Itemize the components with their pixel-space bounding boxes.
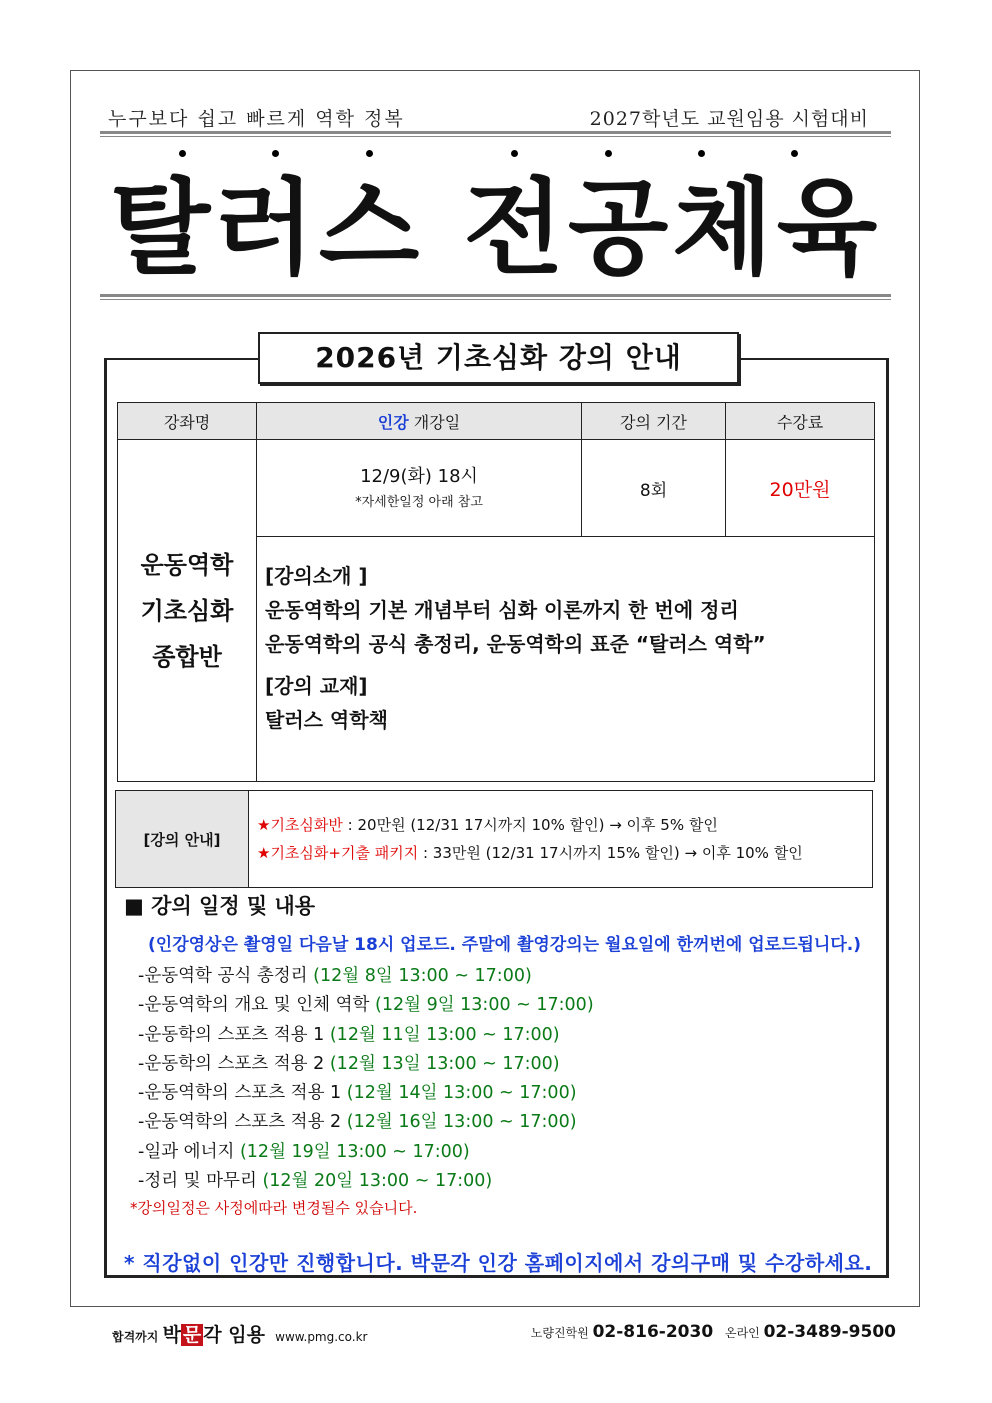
dot-icon	[272, 150, 279, 157]
course-name	[118, 440, 257, 782]
book-value: 탈러스 역학책	[265, 708, 388, 732]
dot-icon	[511, 150, 518, 157]
footer	[0, 1320, 992, 1350]
schedule-footnote: *강의일정은 사정에따라 변경될수 있습니다.	[130, 1199, 418, 1217]
header-rule-top	[100, 131, 891, 137]
item-title: -운동학의 스포츠 적용 1	[138, 1024, 330, 1045]
schedule-heading: ■ 강의 일정 및 내용	[124, 894, 316, 918]
item-title: -운동학의 스포츠 적용 2	[138, 1053, 330, 1074]
item-time: (12월 19일 13:00 ~ 17:00)	[239, 1141, 470, 1162]
intro-title: [강의소개 ]	[265, 564, 368, 588]
item-time: (12월 14일 13:00 ~ 17:00)	[346, 1083, 577, 1104]
list-item	[138, 962, 594, 991]
list-item	[138, 1138, 594, 1167]
box-title: 2026년 기초심화 강의 안내	[258, 332, 739, 384]
course-name-line: 종합반	[152, 642, 222, 671]
online-phone: 02-3489-9500	[763, 1322, 896, 1342]
item-time: (12월 13일 13:00 ~ 17:00)	[329, 1053, 560, 1074]
course-name-line: 기초심화	[140, 596, 234, 625]
course-table	[117, 402, 875, 782]
item-time: (12월 9일 13:00 ~ 17:00)	[375, 995, 594, 1016]
guide-highlight: ★기초심화반	[257, 816, 343, 834]
main-title: 탈러스 전공체육	[109, 167, 882, 289]
logo-text: 박	[162, 1324, 181, 1346]
header-line	[100, 102, 891, 132]
list-item	[138, 991, 594, 1020]
item-time: (12월 11일 13:00 ~ 17:00)	[329, 1024, 560, 1045]
header-course: 강좌명	[118, 403, 257, 440]
guide-line	[257, 811, 871, 839]
header-fee: 수강료	[726, 403, 875, 440]
upload-notice: (인강영상은 촬영일 다음날 18시 업로드. 주말에 촬영강의는 월요일에 한꺼번에 업로드됩니다.)	[148, 935, 861, 955]
guide-label: [강의 안내]	[116, 791, 249, 888]
course-name-line: 운동역학	[140, 550, 234, 579]
list-item	[138, 1050, 594, 1079]
dot-icon	[791, 150, 798, 157]
bottom-message: * 직강없이 인강만 진행합니다. 박문각 인강 홈페이지에서 강의구매 및 수강하세요.	[124, 1251, 873, 1275]
dot-icon	[366, 150, 373, 157]
branch-phone: 02-816-2030	[592, 1322, 714, 1342]
item-title: -정리 및 마무리	[138, 1171, 263, 1192]
logo-text: 문	[182, 1324, 202, 1346]
start-label: 개강일	[408, 412, 461, 432]
item-title: -운동역학 공식 총정리	[138, 966, 314, 986]
emphasis-dots	[0, 150, 992, 164]
list-item	[138, 1167, 594, 1196]
list-item	[138, 1021, 594, 1050]
dot-icon	[179, 150, 186, 157]
item-title: -운동역학의 개요 및 인체 역학	[138, 995, 375, 1016]
start-cell	[257, 440, 582, 537]
item-title: -운동역학의 스포츠 적용 1	[138, 1083, 347, 1104]
guide-text	[249, 791, 873, 888]
guide-detail: : 33만원 (12/31 17시까지 15% 할인) → 이후 10% 할인	[418, 844, 803, 862]
list-item	[138, 1079, 594, 1108]
period-value: 8회	[582, 440, 726, 537]
guide-line	[257, 839, 871, 867]
item-title: -운동역학의 스포츠 적용 2	[138, 1112, 347, 1133]
intro-line: 운동역학의 기본 개념부터 심화 이론까지 한 번에 정리	[265, 598, 739, 622]
footer-brand	[112, 1320, 367, 1347]
item-time: (12월 8일 13:00 ~ 17:00)	[313, 966, 532, 986]
branch-label: 노량진학원	[530, 1326, 589, 1340]
item-time: (12월 20일 13:00 ~ 17:00)	[262, 1171, 493, 1192]
footer-tagline: 합격까지	[112, 1330, 159, 1344]
schedule-list	[138, 962, 594, 1196]
dot-icon	[698, 150, 705, 157]
start-date: 12/9(화) 18시	[360, 466, 478, 487]
book-title: [강의 교재]	[265, 674, 368, 698]
price-guide	[115, 790, 873, 888]
guide-highlight: ★기초심화+기출 패키지	[257, 844, 419, 862]
header-period: 강의 기간	[582, 403, 726, 440]
footer-url[interactable]: www.pmg.co.kr	[275, 1330, 368, 1344]
pmg-logo	[163, 1324, 265, 1346]
course-description	[257, 537, 875, 782]
item-title: -일과 에너지	[138, 1141, 240, 1162]
logo-text: 임용	[221, 1324, 265, 1346]
slogan: 누구보다 쉽고 빠르게 역학 정복	[108, 108, 405, 130]
intro-line: 운동역학의 공식 총정리, 운동역학의 표준 “탈러스 역학”	[265, 632, 766, 656]
guide-detail: : 20만원 (12/31 17시까지 10% 할인) → 이후 5% 할인	[342, 816, 718, 834]
list-item	[138, 1108, 594, 1137]
online-label: 온라인	[724, 1326, 760, 1340]
footer-phones	[531, 1322, 904, 1342]
header-rule-bottom	[100, 294, 891, 300]
item-time: (12월 16일 13:00 ~ 17:00)	[346, 1112, 577, 1133]
dot-icon	[605, 150, 612, 157]
fee-value: 20만원	[726, 440, 875, 537]
header-start	[257, 403, 582, 440]
logo-text: 각	[203, 1324, 222, 1346]
exam-label: 2027학년도 교원임용 시험대비	[589, 108, 869, 130]
online-label: 인강	[377, 412, 409, 432]
start-note: *자세한일정 아래 참고	[355, 495, 483, 510]
